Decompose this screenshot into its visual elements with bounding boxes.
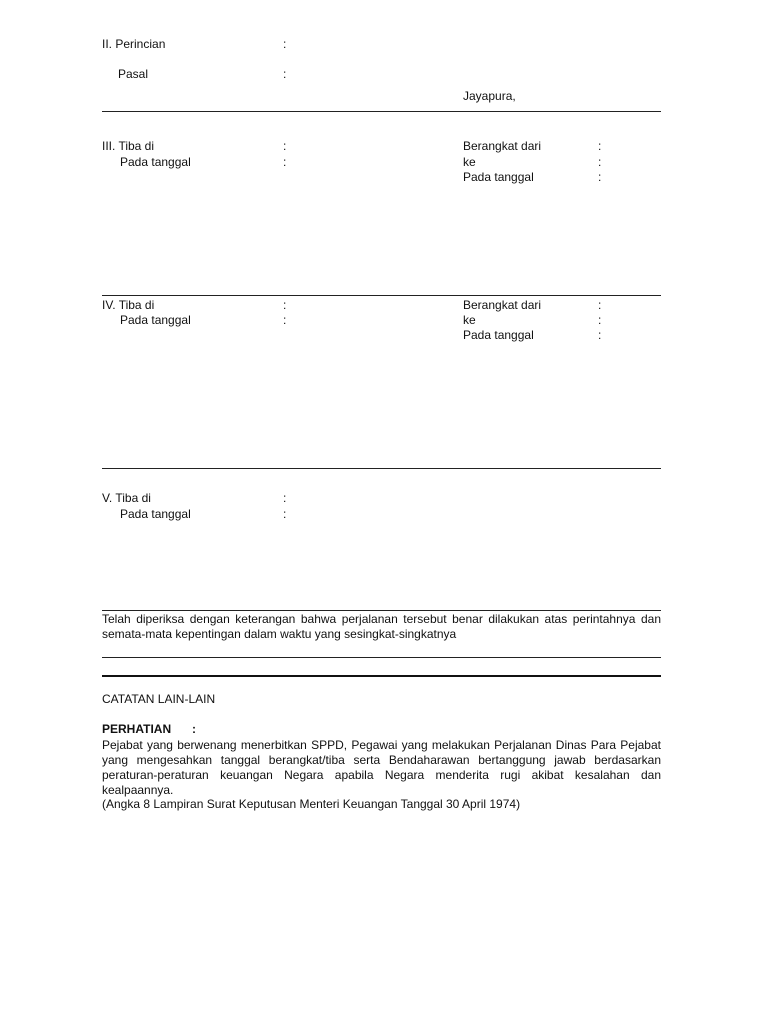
section4-tiba-label: IV. Tiba di [102,298,155,312]
catatan-heading: CATATAN LAIN-LAIN [102,692,216,706]
verification-statement: Telah diperiksa dengan keterangan bahwa perjalanan tersebut benar dilakukan atas perintahnya dan semata-mata kepentingan dalam waktu yang sesingkat-singkatnya [102,612,661,641]
section3-ke-label: ke [463,155,476,169]
section3-tanggal2-label: Pada tanggal [463,170,534,184]
section4-berangkat-colon: : [598,298,602,312]
section3-tanggal-label: Pada tanggal [120,155,191,169]
reference-text: (Angka 8 Lampiran Surat Keputusan Menteri Keuangan Tanggal 30 April 1974) [102,797,521,811]
section3-tiba-label: III. Tiba di [102,139,155,153]
jayapura-label: Jayapura, [463,89,516,103]
perincian-label: II. Perincian [102,37,166,51]
perhatian-text: Pejabat yang berwenang menerbitkan SPPD, Pegawai yang melakukan Perjalanan Dinas Para Pejabat yang mengesahkan tanggal berangkat/tiba serta Bendaharawan bertanggung jawab berdasarkan peraturan-peraturan keuangan Negara apabila Negara menderita rugi akibat kesalahan dan kealpaannya. [102,738,661,797]
section3-tanggal-colon: : [283,155,287,169]
section4-tiba-colon: : [283,298,287,312]
perhatian-heading: PERHATIAN [102,722,172,736]
divider-line [102,111,661,112]
section4-berangkat-label: Berangkat dari [463,298,542,312]
section4-ke-colon: : [598,313,602,327]
pasal-label: Pasal [118,67,149,81]
section5-tiba-colon: : [283,491,287,505]
divider-line [102,468,661,469]
section4-ke-label: ke [463,313,476,327]
divider-line [102,610,661,611]
section5-tiba-label: V. Tiba di [102,491,151,505]
section3-ke-colon: : [598,155,602,169]
section4-tanggal-colon: : [283,313,287,327]
perhatian-colon: : [192,722,196,736]
section4-tanggal2-label: Pada tanggal [463,328,534,342]
section3-berangkat-colon: : [598,139,602,153]
section3-berangkat-label: Berangkat dari [463,139,542,153]
thick-divider-line [102,675,661,677]
section4-tanggal-label: Pada tanggal [120,313,191,327]
section3-tiba-colon: : [283,139,287,153]
divider-line [102,295,661,296]
perincian-colon: : [283,37,287,51]
divider-line [102,657,661,658]
section3-tanggal2-colon: : [598,170,602,184]
section4-tanggal2-colon: : [598,328,602,342]
section5-tanggal-colon: : [283,507,287,521]
pasal-colon: : [283,67,287,81]
section5-tanggal-label: Pada tanggal [120,507,191,521]
